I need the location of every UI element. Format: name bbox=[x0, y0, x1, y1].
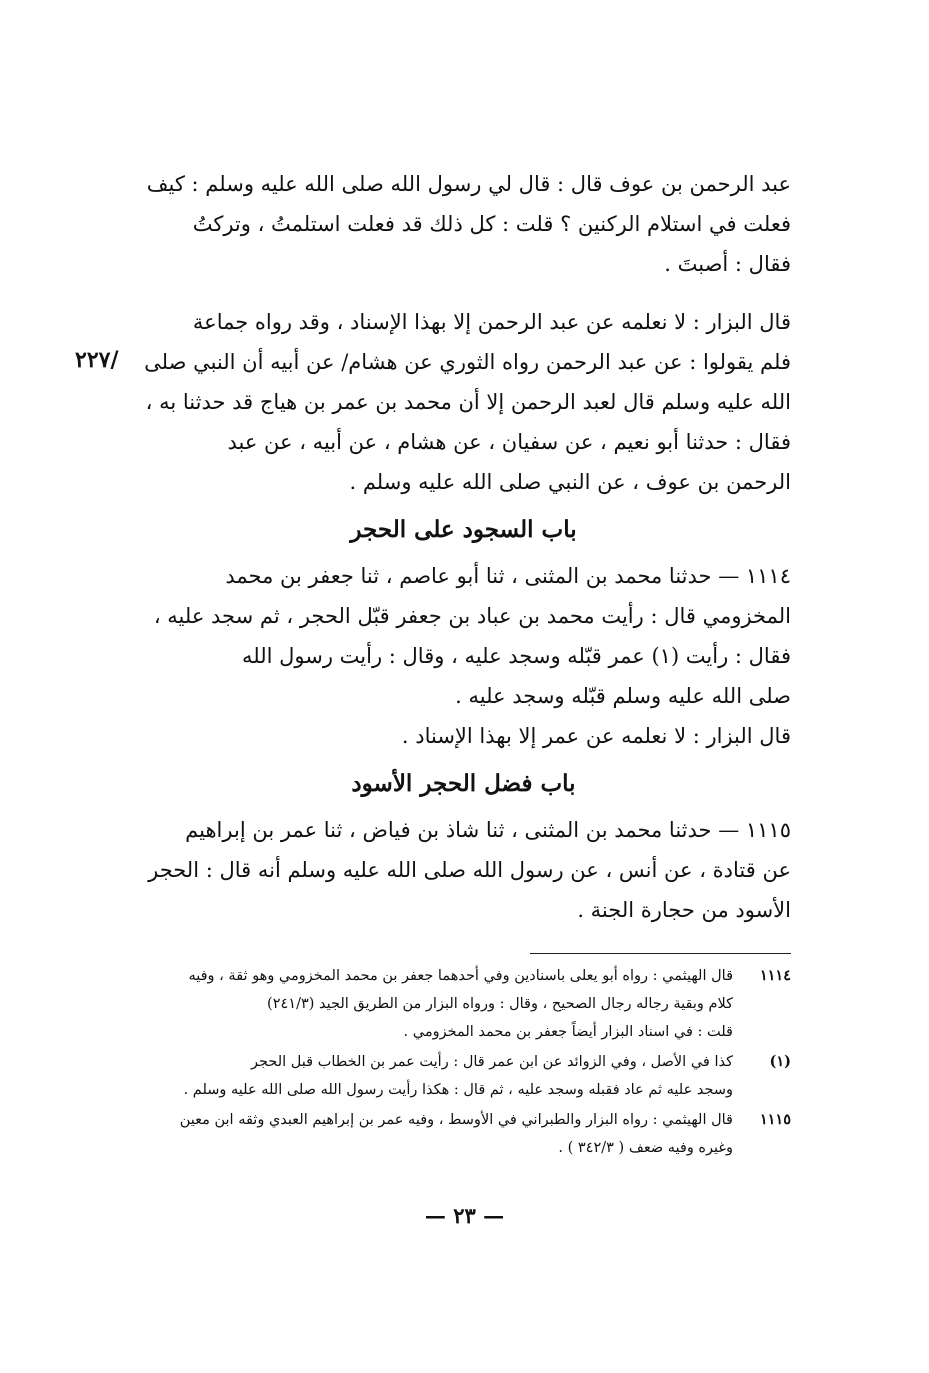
margin-page-reference: /٢٢٧ bbox=[75, 347, 119, 373]
text-line: كلام وبقية رجاله رجال الصحيح ، وقال : ورواه البزار من الطريق الجيد (٢٤١/٣) bbox=[267, 996, 733, 1012]
footnotes bbox=[136, 962, 791, 1164]
footnote-text bbox=[136, 1106, 733, 1162]
paragraph-bazzar-comment bbox=[136, 302, 791, 502]
text-line: قال الهيثمي : رواه أبو يعلى باسنادين وفي أحدهما جعفر بن محمد المخزومي وهو ثقة ، وفيه bbox=[188, 968, 733, 984]
footnote-number: ١١١٥ bbox=[759, 1111, 791, 1128]
footnote-number: (١) bbox=[769, 1053, 791, 1070]
footnote-1 bbox=[136, 1048, 791, 1104]
text-line: فلم يقولوا : عن عبد الرحمن رواه الثوري عن هشام/ عن أبيه أن النبي صلى bbox=[144, 350, 791, 374]
text-line: قال البزار : لا نعلمه عن عمر إلا بهذا الإسناد . bbox=[401, 724, 791, 748]
text-line: قال البزار : لا نعلمه عن عبد الرحمن إلا بهذا الإسناد ، وقد رواه جماعة bbox=[192, 310, 791, 334]
text-line: عبد الرحمن بن عوف قال : قال لي رسول الله صلى الله عليه وسلم : كيف bbox=[146, 172, 791, 196]
text-line: ١١١٥ — حدثنا محمد بن المثنى ، ثنا شاذ بن فياض ، ثنا عمر بن إبراهيم bbox=[185, 818, 791, 842]
text-line: قلت : في اسناد البزار أيضاً جعفر بن محمد المخزومي . bbox=[403, 1024, 733, 1040]
text-line: فقال : رأيت (١) عمر قبّله وسجد عليه ، وقال : رأيت رسول الله bbox=[242, 644, 791, 668]
text-line: وسجد عليه ثم عاد فقبله وسجد عليه ، ثم قال : هكذا رأيت رسول الله صلى الله عليه وسلم . bbox=[183, 1082, 733, 1098]
section-heading: باب السجود على الحجر bbox=[350, 516, 577, 543]
text-line: المخزومي قال : رأيت محمد بن عباد بن جعفر قبّل الحجر ، ثم سجد عليه ، bbox=[153, 604, 791, 628]
footnote-text bbox=[136, 962, 733, 1046]
text-line: الله عليه وسلم قال لعبد الرحمن إلا أن محمد بن عمر بن هياج قد حدثنا به ، bbox=[145, 390, 791, 414]
footnote-divider bbox=[530, 953, 791, 954]
section-heading: باب فضل الحجر الأسود bbox=[351, 770, 576, 797]
text-line: كذا في الأصل ، وفي الزوائد عن ابن عمر قال : رأيت عمر بن الخطاب قبل الحجر bbox=[251, 1054, 733, 1070]
footnote-1114 bbox=[136, 962, 791, 1046]
text-line: فقال : حدثنا أبو نعيم ، عن سفيان ، عن هشام ، عن أبيه ، عن عبد bbox=[227, 430, 791, 454]
text-line: الأسود من حجارة الجنة . bbox=[577, 898, 791, 922]
page-number: — ٢٣ — bbox=[424, 1203, 505, 1228]
paragraph-hadith-1115 bbox=[136, 810, 791, 930]
footnote-1115 bbox=[136, 1106, 791, 1162]
text-line: الرحمن بن عوف ، عن النبي صلى الله عليه وسلم . bbox=[349, 470, 791, 494]
text-line: فقال : أصبتَ . bbox=[664, 252, 791, 276]
text-line: ١١١٤ — حدثنا محمد بن المثنى ، ثنا أبو عاصم ، ثنا جعفر بن محمد bbox=[225, 564, 791, 588]
text-line: فعلت في استلام الركنين ؟ قلت : كل ذلك قد فعلت استلمتُ ، وتركتُ bbox=[192, 212, 791, 236]
paragraph-bazzar-comment-2 bbox=[136, 716, 791, 756]
text-line: وغيره وفيه ضعف ( ٣٤٢/٣ ) . bbox=[558, 1140, 733, 1156]
text-line: قال الهيثمي : رواه البزار والطبراني في الأوسط ، وفيه عمر بن إبراهيم العبدي وثقه ابن معين bbox=[179, 1112, 733, 1128]
footnote-number: ١١١٤ bbox=[759, 967, 791, 984]
text-line: صلى الله عليه وسلم قبّله وسجد عليه . bbox=[455, 684, 791, 708]
main-text bbox=[136, 164, 791, 930]
text-line: عن قتادة ، عن أنس ، عن رسول الله صلى الله عليه وسلم أنه قال : الحجر bbox=[148, 858, 791, 882]
paragraph-hadith-1114 bbox=[136, 556, 791, 716]
paragraph-hadith-continuation bbox=[136, 164, 791, 284]
footnote-text bbox=[136, 1048, 733, 1104]
